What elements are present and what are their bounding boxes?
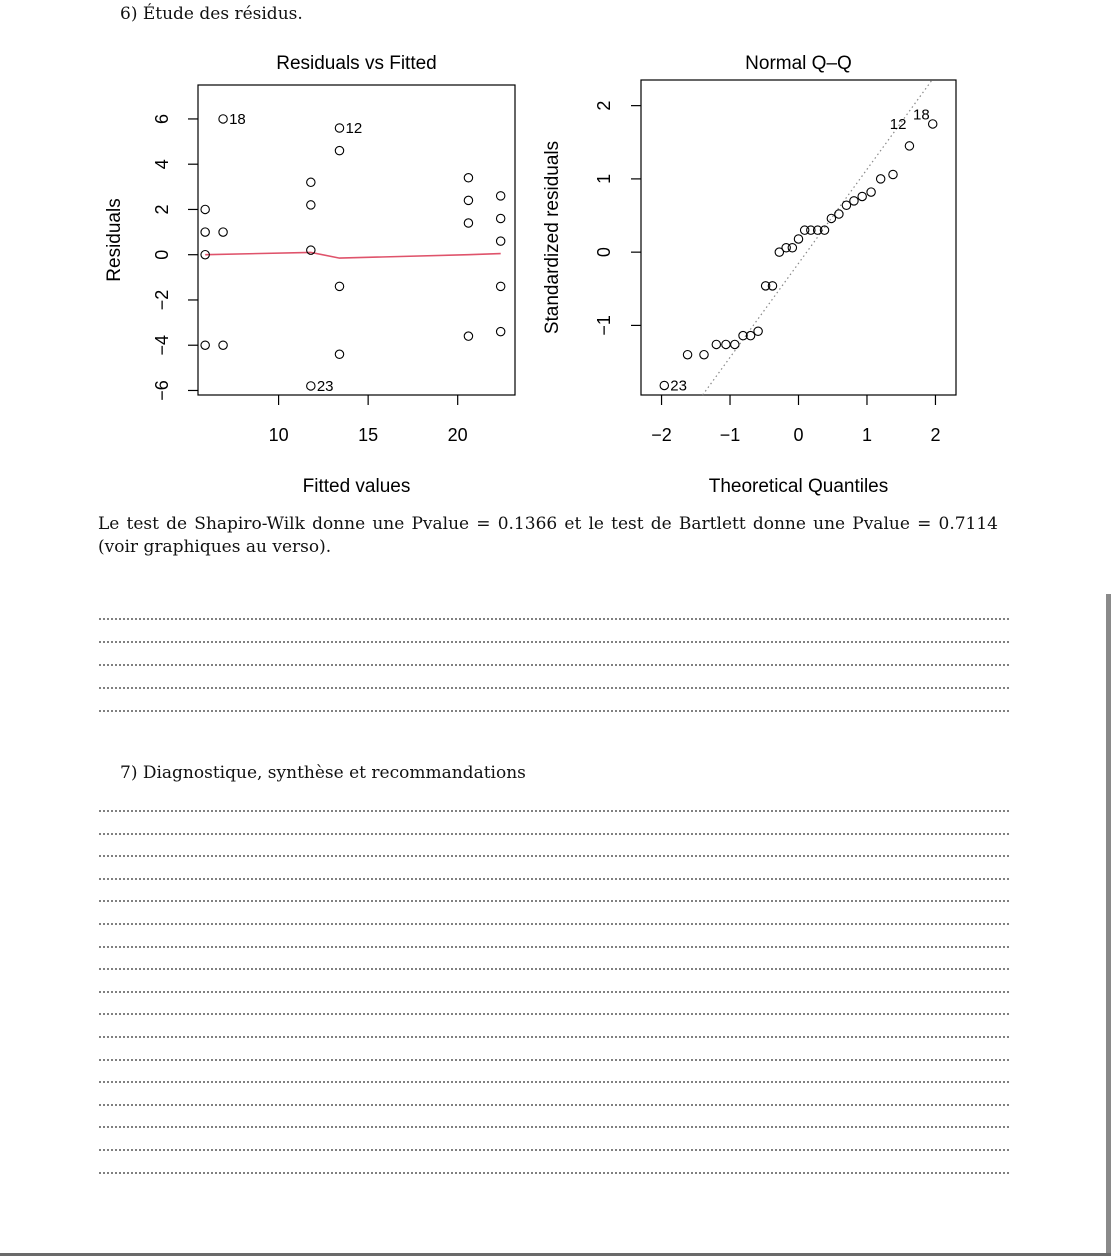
qq-point	[850, 197, 858, 205]
qq-point	[731, 340, 739, 348]
qq-point	[876, 175, 884, 183]
rvf-point	[219, 341, 227, 349]
qq-x-tick-label: −1	[719, 425, 741, 445]
qq-y-tick-label: −1	[594, 315, 614, 336]
rvf-point	[201, 341, 209, 349]
section-7-answer-line	[98, 900, 1011, 902]
qq-point	[712, 340, 720, 348]
rvf-y-axis-label: Residuals	[104, 198, 125, 282]
qq-point	[867, 188, 875, 196]
section-7-answer-line	[98, 1149, 1011, 1151]
rvf-x-axis-label: Fitted values	[302, 476, 411, 497]
qq-point-label: 18	[913, 106, 930, 124]
qq-point	[722, 340, 730, 348]
qq-point	[788, 244, 796, 252]
qq-point	[827, 214, 835, 222]
rvf-point	[335, 350, 343, 358]
rvf-y-tick-label: 6	[152, 113, 172, 124]
section-7-answer-line	[98, 923, 1011, 925]
section-7-answer-line	[98, 1104, 1011, 1106]
section-7-answer-line	[98, 946, 1011, 948]
rvf-title: Residuals vs Fitted	[276, 53, 437, 74]
stats-paragraph: Le test de Shapiro-Wilk donne une Pvalue = 0.1366 et le test de Bartlett donne une Pvalue = 0.7114 (voir graphiques au verso).	[98, 514, 998, 557]
section-7-answer-line	[98, 1059, 1011, 1061]
rvf-x-tick-label: 15	[358, 425, 379, 445]
qq-point	[905, 142, 913, 150]
qq-x-tick-label: 0	[793, 425, 804, 445]
page-edge-shadow	[1106, 594, 1111, 1256]
rvf-point	[201, 228, 209, 236]
rvf-point	[335, 124, 343, 132]
section-7-answer-line	[98, 833, 1011, 835]
rvf-point-label: 12	[345, 119, 363, 137]
qq-point	[835, 210, 843, 218]
qq-point	[889, 170, 897, 178]
rvf-point-label: 18	[229, 110, 246, 128]
rvf-y-tick-label: 4	[152, 159, 172, 170]
rvf-x-tick-label: 20	[447, 425, 468, 445]
section-6-answer-line	[98, 710, 1011, 712]
rvf-point	[219, 228, 227, 236]
section-7-answer-line	[98, 991, 1011, 993]
rvf-point	[201, 205, 209, 213]
section-7-answer-line	[98, 1013, 1011, 1015]
rvf-point	[464, 332, 472, 340]
qq-x-tick-label: −2	[651, 425, 672, 445]
qq-point	[754, 327, 762, 335]
qq-y-tick-label: 2	[594, 100, 614, 111]
qq-point	[700, 351, 708, 359]
rvf-y-tick-label: −2	[152, 289, 172, 311]
section-6-answer-line	[98, 664, 1011, 666]
section-7-answer-line	[98, 1172, 1011, 1174]
qq-point	[683, 351, 691, 359]
rvf-point	[307, 178, 315, 186]
qq-y-tick-label: 1	[594, 173, 614, 184]
section-7-answer-line	[98, 878, 1011, 880]
rvf-point	[496, 237, 504, 245]
rvf-point	[464, 219, 472, 227]
qq-point-label: 23	[670, 377, 687, 395]
section-7-answer-line	[98, 968, 1011, 970]
section-7-answer-line	[98, 810, 1011, 812]
rvf-point	[496, 327, 504, 335]
qq-point	[929, 120, 937, 128]
section-6-answer-line	[98, 687, 1011, 689]
rvf-point	[307, 382, 315, 390]
rvf-point	[219, 115, 227, 123]
rvf-y-tick-label: 0	[152, 249, 172, 260]
rvf-y-tick-label: −4	[152, 334, 172, 356]
qq-x-axis-label: Theoretical Quantiles	[708, 476, 889, 497]
rvf-smooth-line	[205, 252, 501, 258]
qq-title: Normal Q–Q	[745, 53, 852, 74]
qq-x-tick-label: 1	[861, 425, 872, 445]
section-7-answer-line	[98, 1126, 1011, 1128]
rvf-x-tick-label: 10	[268, 425, 289, 445]
rvf-y-tick-label: 2	[152, 204, 172, 215]
qq-point	[660, 381, 668, 389]
section-6-heading: 6) Étude des résidus.	[120, 4, 303, 24]
rvf-y-tick-label: −6	[152, 380, 172, 401]
section-7-answer-line	[98, 1081, 1011, 1083]
rvf-point	[496, 192, 504, 200]
section-6-answer-line	[98, 641, 1011, 643]
qq-y-axis-label: Standardized residuals	[542, 140, 563, 335]
section-6-answer-line	[98, 618, 1011, 620]
qq-x-tick-label: 2	[930, 425, 941, 445]
section-7-answer-line	[98, 1036, 1011, 1038]
qq-point	[794, 235, 802, 243]
rvf-point	[335, 146, 343, 154]
rvf-point	[496, 282, 504, 290]
rvf-point	[335, 282, 343, 290]
section-7-heading: 7) Diagnostique, synthèse et recommandations	[120, 763, 526, 783]
qq-y-tick-label: 0	[594, 247, 614, 258]
qq-point	[842, 201, 850, 209]
qq-point	[858, 192, 866, 200]
rvf-point	[307, 201, 315, 209]
rvf-point-label: 23	[316, 377, 334, 395]
section-7-answer-line	[98, 855, 1011, 857]
rvf-point	[464, 196, 472, 204]
rvf-point	[496, 214, 504, 222]
residual-plots	[0, 0, 1111, 512]
rvf-point	[464, 174, 472, 182]
qq-plot-frame	[641, 80, 956, 395]
qq-point-label: 12	[889, 115, 907, 133]
